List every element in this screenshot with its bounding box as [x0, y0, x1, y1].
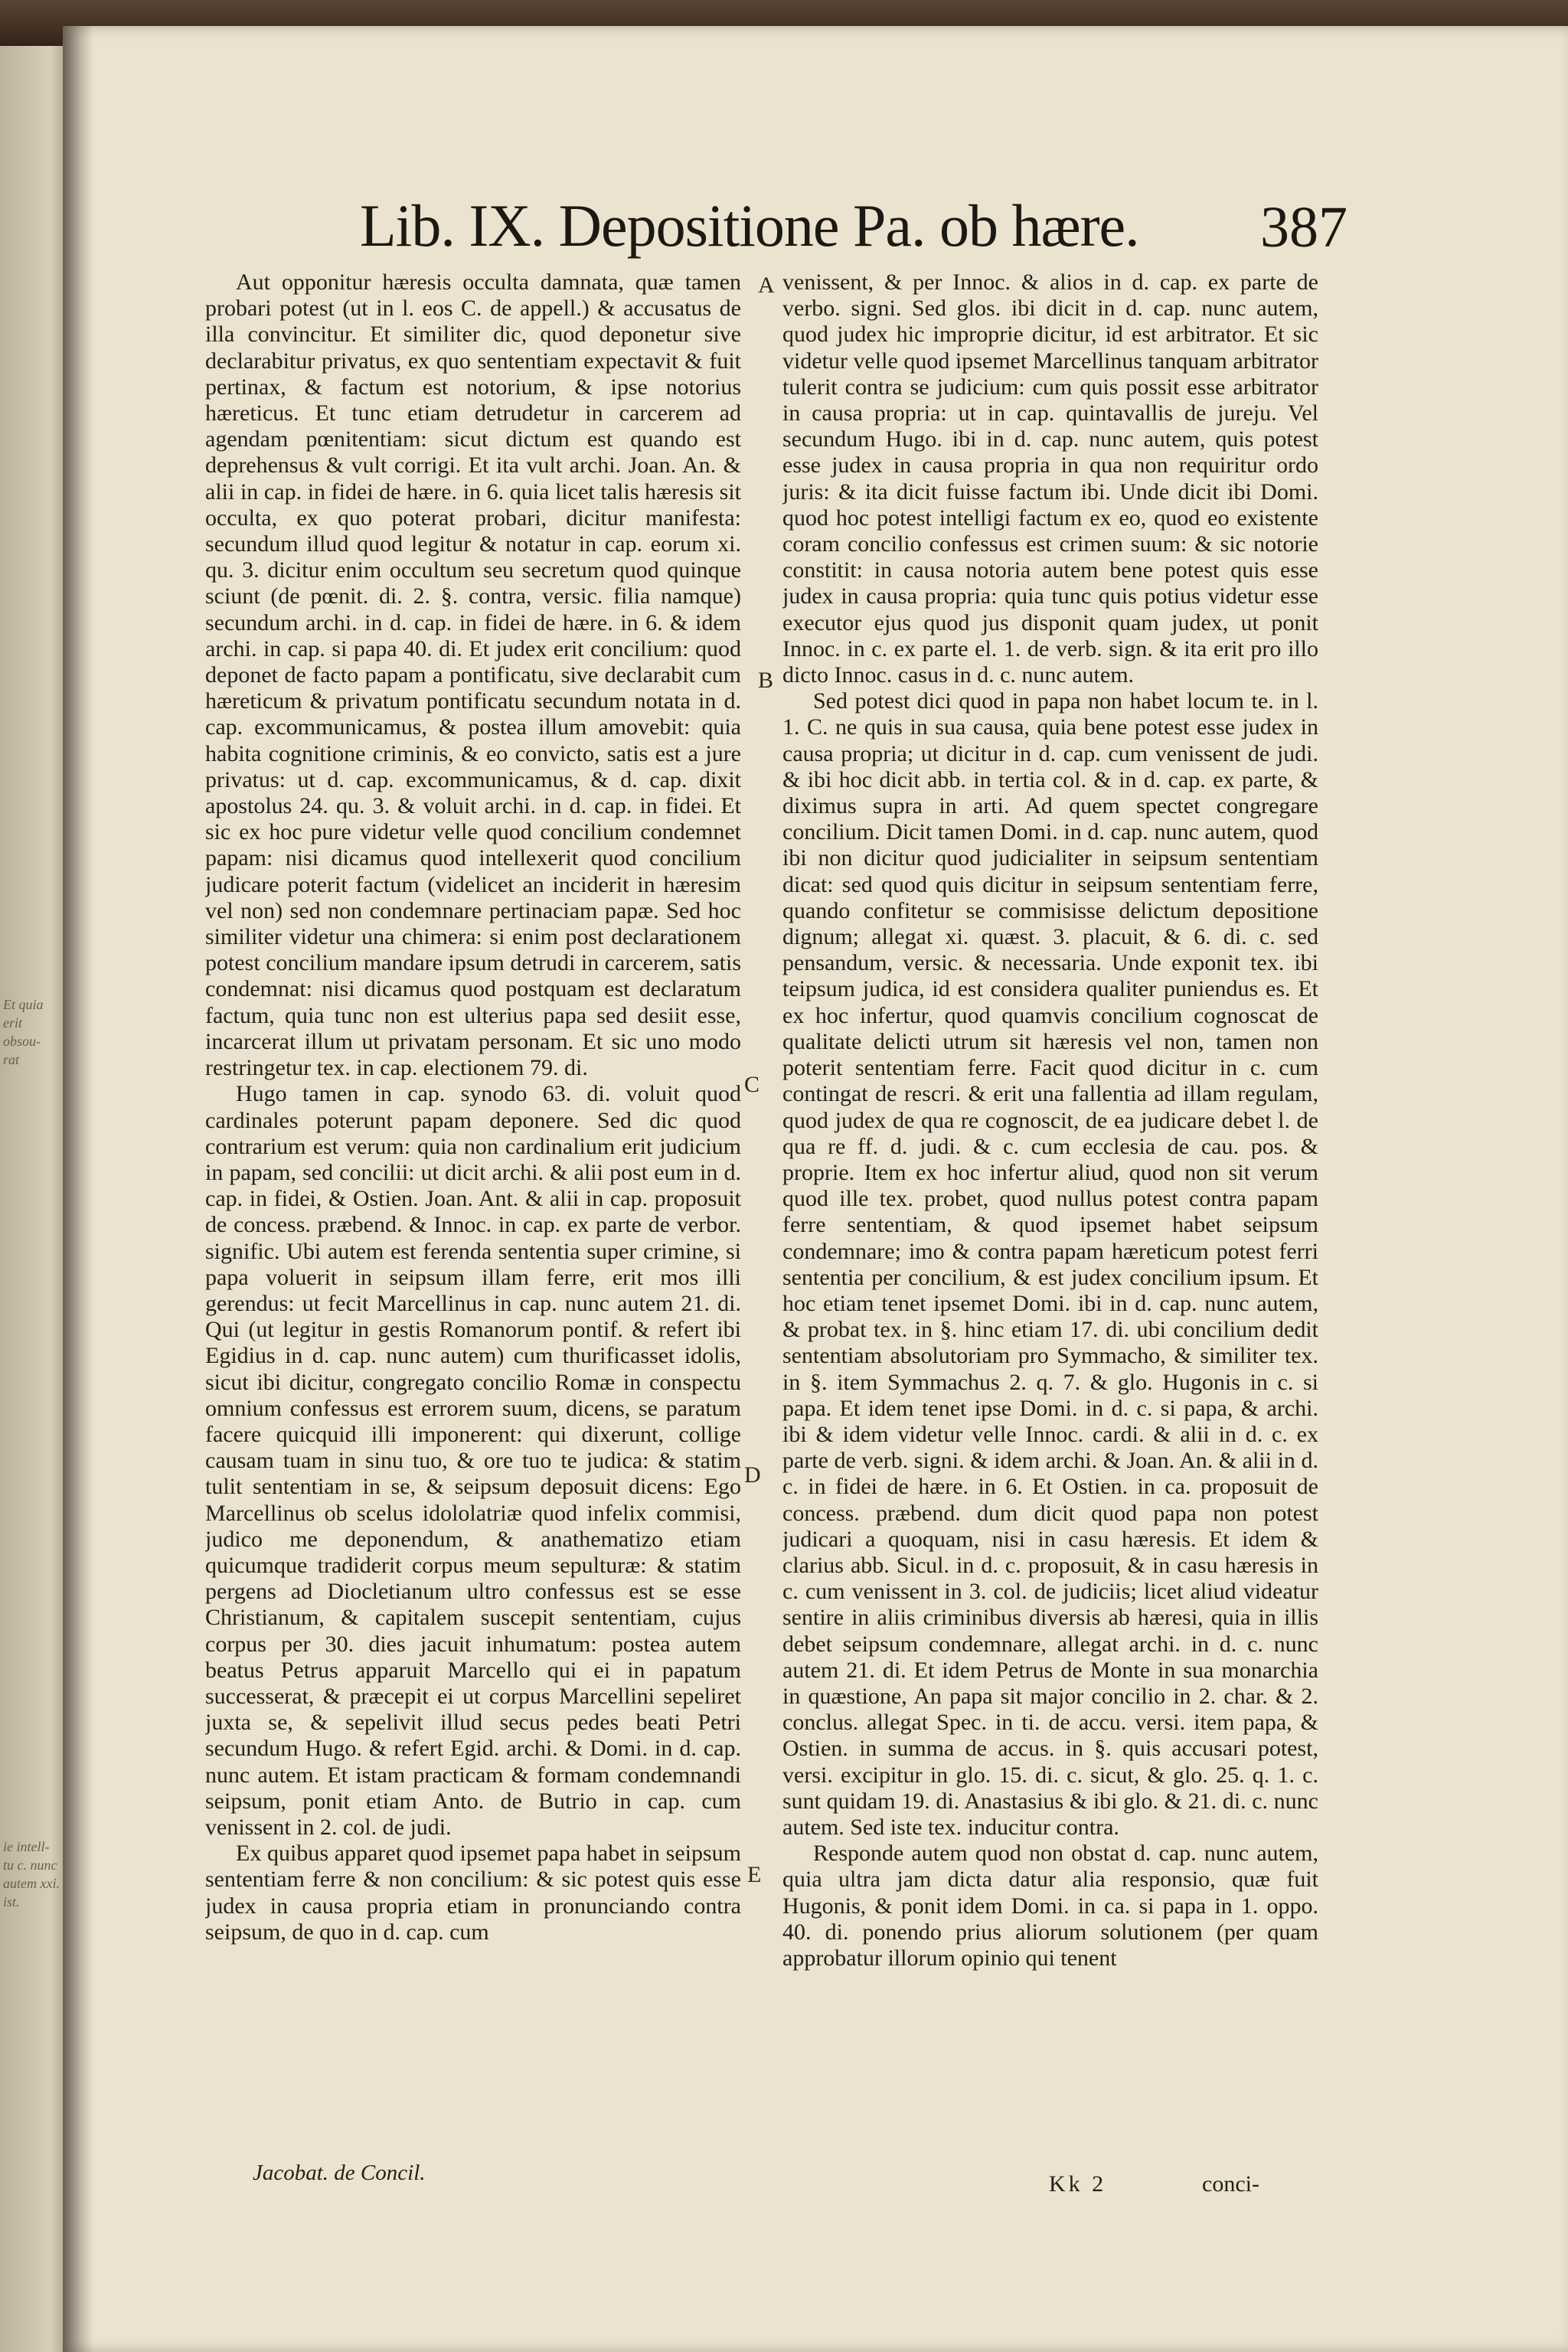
page-footer [1049, 2171, 1355, 2202]
margin-marker-d: D [744, 1462, 761, 1488]
page-number: 387 [1260, 195, 1348, 260]
margin-marker-a: A [758, 273, 775, 298]
margin-marker-e: E [747, 1862, 762, 1887]
previous-page-margin-note: Et quia erit obsou- rat [3, 997, 44, 1067]
previous-page-margin-note: ie intell- tu c. nunc autem xxi. ist. [3, 1839, 60, 1909]
margin-marker-b: B [758, 668, 774, 693]
paragraph: Responde autem quod non obstat d. cap. nunc autem, quia ultra jam dicta datur alia responsio, quæ fuit Hugonis, & ponit idem Domi. in ca. si papa in 1. oppo. 40. di. ponendo prius aliorum solutionem (per quam approbatur illorum opinio qui tenent [782, 1841, 1318, 1971]
paragraph: Sed potest dici quod in papa non habet locum te. in l. 1. C. ne quis in sua causa, quia bene potest esse judex in causa propria; ut dicitur in d. cap. cum venissent de judi. & ibi hoc dicit abb. in tertia col. & in d. cap. ex parte, & diximus supra in arti. Ad quem spectet congregare concilium. Dicit tamen Domi. in d. cap. nunc autem, quod ibi non dicitur quod judicialiter in seipsum sententiam dicat: sed quod quis dicitur in seipsum sententiam ferre, quando confitetur se commisisse delictum depositione dignum; allegat xi. quæst. 3. placuit, & 6. di. c. sed pensandum, versic. & necessaria. Unde exponit tex. ibi teipsum judica, id est considera qualiter puniendus es. Et ex hoc infertur, quod quamvis concilium cognoscat de qualitate delicti utrum sit hæresis vel non, tamen non poterit sententiam ferre. Facit quod dicitur in c. cum contingat de rescri. & erit una fallentia ad illam regulam, quod judex de qua re cognoscit, de ea judicare debet l. de qua re ff. d. judi. & c. cum ecclesia de cau. pos. & proprie. Item ex hoc infertur aliud, quod non sit verum quod ille tex. probet, quod nullus potest contra papam ferre sententiam, & quod ipsemet habet seipsum condemnare; imo & contra papam hæreticum potest ferri sententia per concilium, & est judex concilium ipsum. Et hoc etiam tenet ipsemet Domi. ibi in d. cap. nunc autem, & probat tex. in §. hinc etiam 17. di. ubi concilium dedit sententiam absolutoriam pro Symmacho, & similiter tex. in §. item Symmachus 2. q. 7. & glo. Hugonis in c. si papa. Et idem tenet ipse Domi. in d. c. si papa, & archi. ibi & idem videtur velle Innoc. cardi. & alii in d. c. ex parte de verb. signi. & idem archi. & Joan. An. & alii in d. c. in fidei de hære. in 6. Et Ostien. in ca. proposuit de concess. præbend. dum dicit quod papa non potest judicari a quoquam, nisi in casu hæresis. Et idem & clarius abb. Sicul. in d. c. proposuit, & in casu hæresis in c. cum venissent in 3. col. de judiciis; licet aliud videatur sentire in aliis criminibus diversis ab hæresi, quia in illis debet seipsum condemnare, allegat archi. in d. c. nunc autem 21. di. Et idem Petrus de Monte in sua monarchia in quæstione, An papa sit major concilio in 2. char. & 2. conclus. allegat Spec. in ti. de accu. versi. item papa, & Ostien. in summa de accus. in §. quis accusari potest, versi. excipitur in glo. 15. di. c. sicut, & glo. 25. q. 1. c. sunt quidam 19. di. Anastasius & ibi glo. & 21. di. c. nunc autem. Sed iste tex. inducitur contra. [782, 688, 1318, 1840]
left-column-footer: Jacobat. de Concil. [253, 2161, 426, 2185]
paragraph: Hugo tamen in cap. synodo 63. di. voluit quod cardinales poterunt papam deponere. Sed dic quod contrarium est verum: quia non cardinalium erit judicium in papam, sed concilii: ut dicit archi. & alii post eum in d. cap. in fidei, & Ostien. Joan. Ant. & alii in cap. proposuit de concess. præbend. & Innoc. in cap. ex parte de verbor. signific. Ubi autem est ferenda sententia super crimine, si papa voluerit in seipsum illam ferre, erit mos illi gerendus: ut fecit Marcellinus in cap. nunc autem 21. di. Qui (ut legitur in gestis Romanorum pontif. & refert ibi Egidius in d. cap. nunc autem) cum thurificasset idolis, sicut ibi dicitur, congregato concilio Romæ in conspectu omnium confessus est errorem suum, dicens, se paratum facere quicquid illi imponerent: qui dixerunt, collige causam tuam in sinu tuo, & ore tuo te judica: & statim tulit sententiam in se, & seipsum deposuit dicens: Ego Marcellinus ob scelus idololatriæ quod infelix commisi, judico me deponendum, & anathematizo etiam quicumque tradiderit corpus meum sepulturæ: & statim pergens ad Diocletianum ultro confessus est se esse Christianum, & capitalem suscepit sententiam, cujus corpus per 30. dies jacuit inhumatum: postea autem beatus Petrus apparuit Marcello qui ei in papatum successerat, & præcepit ei ut corpus Marcellini sepeliret juxta se, & sepelivit illud secus pedes beati Petri secundum Hugo. & refert Egid. archi. & Domi. in d. cap. nunc autem. Et istam practicam & formam condemnandi seipsum, ponit etiam Anto. de Butrio in cap. cum venissent in 2. col. de judi. [205, 1081, 741, 1840]
binding-shadow [63, 26, 93, 2352]
running-title: Lib. IX. Depositione Pa. ob hære. [360, 192, 1139, 259]
signature-mark: Kk 2 [1049, 2171, 1107, 2197]
catchword: conci- [1202, 2171, 1259, 2197]
paragraph: Ex quibus apparet quod ipsemet papa habet in seipsum sententiam ferre & non concilium: & sic potest quis esse judex in causa propria etiam in pronunciando contra seipsum, de quo in d. cap. cum [205, 1841, 741, 1945]
right-column [782, 270, 1318, 2161]
paragraph: venissent, & per Innoc. & alios in d. cap. ex parte de verbo. signi. Sed glos. ibi dicit in d. cap. nunc autem, quod judex hic improprie dicitur, id est arbitrator. Et sic videtur velle quod ipsemet Marcellinus tanquam arbitrator tulerit contra se judicium: cum quis possit esse arbitrator in causa propria: ut in cap. quintavallis de jureju. Vel secundum Hugo. ibi in d. cap. nunc autem, quis potest esse judex in causa propria in qua non requiritur ordo juris: & ita dicit fuisse factum ibi. Unde dicit ibi Domi. quod hoc potest intelligi factum ex eo, quod eo existente coram concilio confessus est crimen suum: & sic notorie constitit: in causa notoria autem bene potest quis esse judex in causa propria: quia tunc quis potius videtur esse executor ejus quod jus disponit quam judex, ut ponit Innoc. in c. ex parte el. 1. de verb. sign. & ita erit pro illo dicto Innoc. casus in d. c. nunc autem. [782, 270, 1318, 688]
margin-marker-c: C [744, 1072, 760, 1097]
left-column [205, 270, 741, 2161]
running-header [352, 191, 1348, 276]
previous-page-edge [0, 46, 72, 2352]
paragraph: Aut opponitur hæresis occulta damnata, quæ tamen probari potest (ut in l. eos C. de appell.) & accusatus de illa convincitur. Et similiter dic, quod deponetur sive declarabitur privatus, ex quo sententiam expectavit & fuit pertinax, & factum est notorium, & ipse notorius hæreticus. Et tunc etiam detrudetur in carcerem ad agendam pœnitentiam: sicut dictum est quando est deprehensus & vult corrigi. Et ita vult archi. Joan. An. & alii in cap. in fidei de hære. in 6. quia licet talis hæresis sit occulta, ex quo poterat probari, dicitur manifesta: secundum illud quod legitur & notatur in cap. eorum xi. qu. 3. dicitur enim occultum seu secretum quod quinque sciunt (de pœnit. di. 2. §. contra, versic. filia namque) secundum archi. in d. cap. in fidei de hære. in 6. & idem archi. in cap. si papa 40. di. Et judex erit concilium: quod deponet de facto papam a pontificatu, sive declarabit cum hæreticum & privatum pontificatu secundum notata in d. cap. excommunicamus, & postea illum amovebit: quia habita cognitione criminis, & eo convicto, satis est a jure privatus: ut d. cap. excommunicamus, & d. cap. dixit apostolus 24. qu. 3. & voluit archi. in d. cap. in fidei. Et sic ex hoc pure videtur velle quod concilium condemnet papam: nisi dicamus quod intellexerit quod concilium judicare poterit factum (videlicet an inciderit in hæresim vel non) sed non condemnare pertinaciam papæ. Sed hoc similiter videtur una chimera: si enim post declarationem potest concilium mandare ipsum detrudi in carcerem, satis condemnat: nisi dicamus quod postquam est declaratum factum, quia tunc non est ulterius papa sed desiit esse, incarcerat illum ut privatam personam. Et sic uno modo restringetur tex. in cap. electionem 79. di. [205, 270, 741, 1081]
